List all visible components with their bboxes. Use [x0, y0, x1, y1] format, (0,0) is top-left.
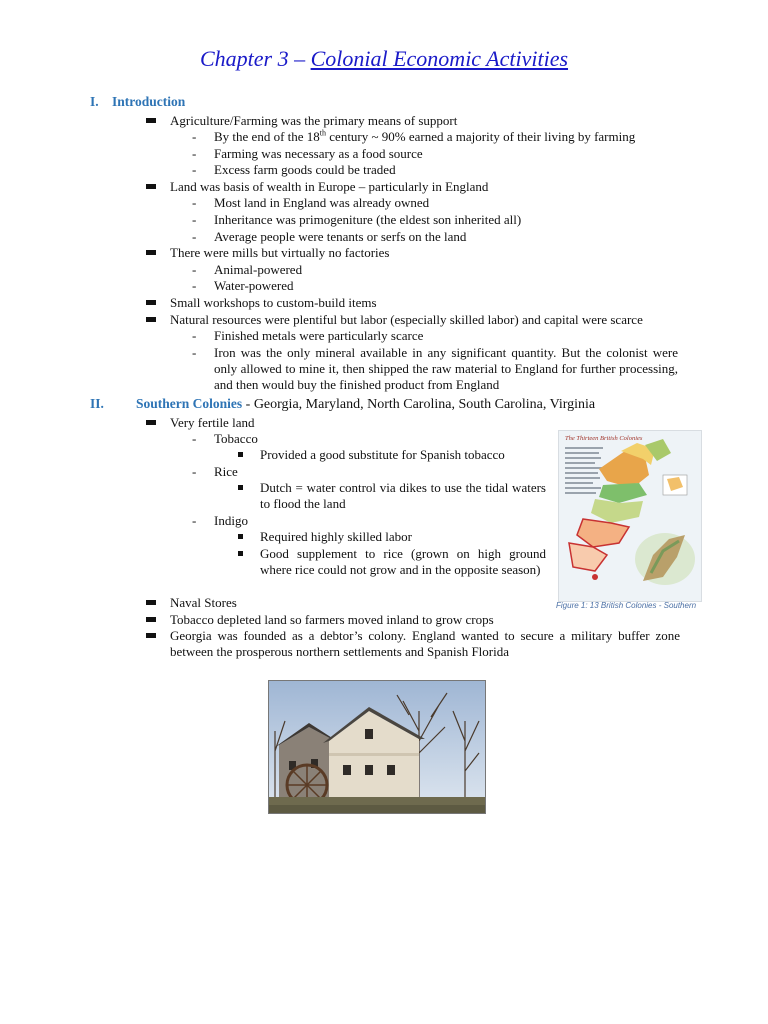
dash-mark: - — [192, 262, 197, 277]
list-item-text: Naval Stores — [170, 595, 237, 610]
list-item-text: There were mills but virtually no factories — [170, 245, 390, 260]
water-mill-illustration — [269, 681, 485, 813]
list-item-text: Rice — [214, 464, 238, 479]
bullet-mark — [146, 184, 156, 189]
dash-mark: - — [192, 513, 197, 528]
list-item-text: Tobacco depleted land so farmers moved inland to grow crops — [170, 612, 494, 627]
dash-mark: - — [192, 345, 197, 360]
bullet-mark — [146, 420, 156, 425]
list-item-text: Indigo — [214, 513, 248, 528]
list-item-text: Tobacco — [214, 431, 258, 446]
map-illustration — [559, 431, 701, 601]
text-part: century ~ 90% earned a majority of their living by farming — [326, 129, 636, 144]
bullet-mark — [146, 600, 156, 605]
bullet-mark — [238, 485, 243, 490]
water-mill-photo — [268, 680, 486, 814]
dash-mark: - — [192, 129, 197, 144]
bullet-mark — [146, 118, 156, 123]
dash-mark: - — [192, 431, 197, 446]
list-item-text: Dutch = water control via dikes to use the tidal waters to flood the land — [260, 480, 546, 511]
dash-mark: - — [192, 278, 197, 293]
list-item-text: Finished metals were particularly scarce — [214, 328, 424, 343]
list-item-text: Required highly skilled labor — [260, 529, 413, 544]
list-item-text: Natural resources were plentiful but labor (especially skilled labor) and capital were scarce — [170, 312, 643, 327]
list-item-text: Animal-powered — [214, 262, 303, 277]
section-title: Introduction — [112, 94, 186, 109]
bullet-mark — [146, 300, 156, 305]
dash-mark: - — [192, 212, 197, 227]
title-lead: Chapter 3 – — [199, 46, 311, 71]
section-title: Southern Colonies — [136, 396, 243, 411]
list-item-text: Farming was necessary as a food source — [214, 146, 423, 161]
list-item-text: Georgia was founded as a debtor’s colony. England wanted to secure a military buffer zone between the prosperous northern settlements and Spanish Florida — [170, 628, 680, 659]
list-item-text — [214, 129, 635, 145]
section-subtitle: - Georgia, Maryland, North Carolina, South Carolina, Virginia — [242, 397, 596, 412]
bullet-mark — [238, 452, 243, 457]
bullet-mark — [238, 534, 243, 539]
text-part: By the end of the 18 — [214, 129, 320, 144]
list-item-text: Excess farm goods could be traded — [214, 162, 396, 177]
list-item-text: Provided a good substitute for Spanish tobacco — [260, 447, 505, 462]
list-item-text: Water-powered — [214, 278, 294, 293]
bullet-mark — [146, 617, 156, 622]
list-item-text: Inheritance was primogeniture (the eldest son inherited all) — [214, 212, 522, 227]
list-item-text: Good supplement to rice (grown on high ground where rice could not grow and in the opposite season) — [260, 546, 546, 577]
dash-mark: - — [192, 229, 197, 244]
list-item-text: Agriculture/Farming was the primary means of support — [170, 113, 458, 128]
bullet-mark — [146, 317, 156, 322]
map-title: The Thirteen British Colonies — [565, 435, 643, 442]
title-subtitle: Colonial Economic Activities — [310, 46, 569, 71]
section-heading-southern-colonies — [90, 395, 595, 414]
list-item-text: Very fertile land — [170, 415, 255, 430]
section-number: I. — [90, 94, 99, 109]
colonies-map-image — [558, 430, 702, 602]
list-item-text: Most land in England was already owned — [214, 195, 430, 210]
list-item-text: Small workshops to custom-build items — [170, 295, 377, 310]
dash-mark: - — [192, 195, 197, 210]
dash-mark: - — [192, 464, 197, 479]
list-item-text: Iron was the only mineral available in any significant quantity. But the colonist were only allowed to mine it, then shipped the raw material to England for further processing, and then would buy the finished product from England — [214, 345, 678, 392]
bullet-mark — [146, 633, 156, 638]
list-item-text: Average people were tenants or serfs on the land — [214, 229, 467, 244]
dash-mark: - — [192, 328, 197, 343]
bullet-mark — [238, 551, 243, 556]
superscript: th — [319, 128, 327, 138]
figure-caption: Figure 1: 13 British Colonies - Southern — [556, 601, 697, 610]
section-number: II. — [90, 396, 104, 411]
page-title — [0, 44, 768, 74]
dash-mark: - — [192, 162, 197, 177]
list-item-text: Land was basis of wealth in Europe – particularly in England — [170, 179, 489, 194]
bullet-mark — [146, 250, 156, 255]
dash-mark: - — [192, 146, 197, 161]
section-heading-introduction — [90, 93, 185, 111]
